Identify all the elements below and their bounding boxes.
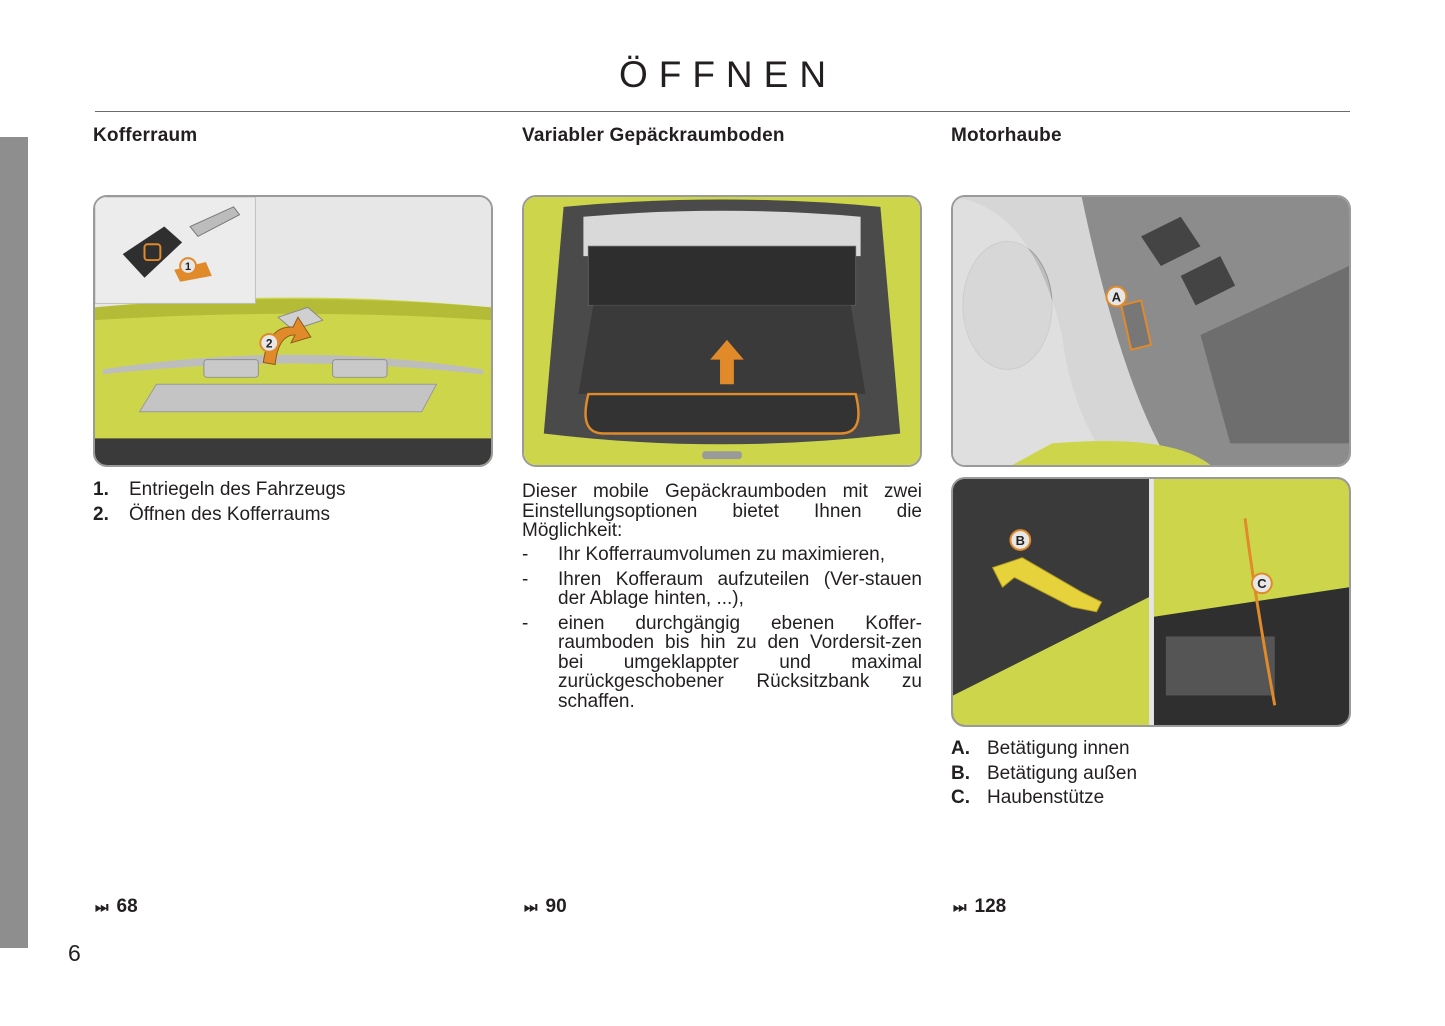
list-item: B. Betätigung außen (951, 762, 1138, 784)
column-gepaeckraumboden (522, 125, 924, 147)
list-item: - Ihr Kofferraumvolumen zu maximieren, (522, 544, 885, 565)
list-item: - Ihren Kofferaum aufzuteilen (Ver-stauen der Ablage hinten, ...), (522, 568, 922, 609)
column-motorhaube (951, 125, 1353, 147)
callout-B: B (1015, 532, 1025, 548)
callout-1: 1 (185, 260, 192, 273)
kofferraum-steps (93, 478, 346, 527)
side-tab (0, 137, 28, 948)
trunk-svg (95, 197, 491, 465)
trunk-illustration (93, 195, 493, 467)
skip-forward-icon: ⏭ (953, 898, 967, 916)
title-rule (95, 111, 1350, 112)
hood-exterior-illustration (951, 477, 1351, 727)
callout-A: A (1111, 289, 1121, 305)
skip-forward-icon: ⏭ (524, 898, 538, 916)
page-reference[interactable]: ⏭ 90 (524, 896, 567, 917)
column-kofferraum (93, 125, 495, 147)
list-item: - einen durchgängig ebenen Koffer-raumboden bis hin zu den Vordersit-zen bei umgeklappter und maximal zurückgeschobener Rücksitzbank zu schaffen. (522, 612, 922, 712)
section-heading: Motorhaube (951, 125, 1062, 146)
hood-exterior-svg (953, 479, 1349, 725)
cargo-floor-illustration (522, 195, 922, 467)
page-reference[interactable]: ⏭ 68 (95, 896, 138, 917)
list-item: 1. Entriegeln des Fahrzeugs (93, 479, 346, 500)
option-list (522, 545, 922, 716)
hood-interior-illustration (951, 195, 1351, 467)
motorhaube-items (951, 737, 1137, 811)
intro-paragraph: Dieser mobile Gepäckraumboden mit zwei Einstellungsoptionen bietet Ihnen die Möglichkeit: (522, 481, 922, 541)
cargo-floor-svg (524, 197, 920, 465)
list-item: A. Betätigung innen (951, 738, 1130, 759)
skip-forward-icon: ⏭ (95, 898, 109, 916)
callout-C: C (1257, 576, 1267, 592)
list-item: C. Haubenstütze (951, 787, 1105, 808)
callout-2: 2 (265, 336, 273, 351)
section-heading: Kofferraum (93, 125, 198, 146)
page-number: 6 (68, 940, 81, 966)
section-heading: Variabler Gepäckraumboden (522, 125, 785, 146)
page-reference[interactable]: ⏭ 128 (953, 896, 1007, 917)
list-item: 2. Öffnen des Kofferraums (93, 503, 331, 525)
hood-interior-svg (953, 197, 1349, 465)
page-title: ÖFFNEN (618, 54, 838, 95)
